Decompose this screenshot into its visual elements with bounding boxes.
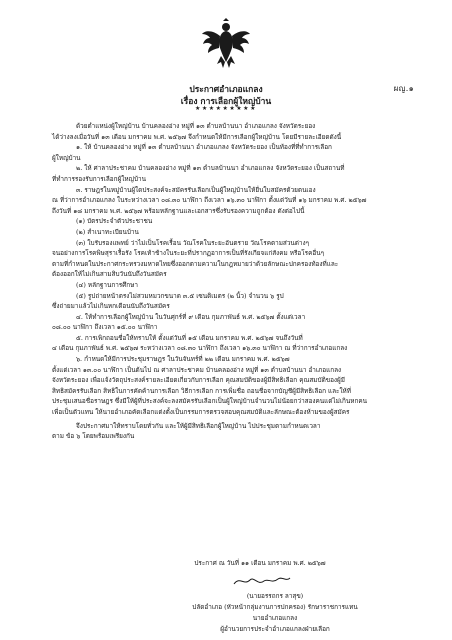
body-line: ด้วยตำแหน่งผู้ใหญ่บ้าน บ้านคลองอ่าง หมู่ที่ ๑๓ ตำบลบ้านนา อำเภอแกลง จังหวัดระยอง: [76, 122, 316, 130]
body-line: ๑. ให้ บ้านคลองอ่าง หมู่ที่ ๑๓ ตำบลบ้านนา อำเภอแกลง จังหวัดระยอง เป็นท้องที่ที่ทำการเลือก: [76, 143, 332, 152]
body-line: (๕) รูปถ่ายหน้าตรงไม่สวมหมวกขนาด ๓.๕ เซนติเมตร (๒ นิ้ว) จำนวน ๖ รูป: [76, 291, 284, 300]
body-line: ๔. ให้ทำการเลือกผู้ใหญ่บ้าน ในวันศุกร์ที่ ๙ เดือน กุมภาพันธ์ พ.ศ. ๒๕๖๗ ตั้งแต่เวลา: [76, 312, 306, 321]
body-line: ตั้งแต่เวลา ๑๓.๐๐ นาฬิกา เป็นต้นไป ณ ศาลาประชาคม บ้านคลองอ่าง หมู่ที่ ๑๓ ตำบลบ้านนา อำเภอแกลง: [52, 365, 342, 374]
form-number: ผญ.๑: [393, 84, 414, 93]
body-line: (๒) สำเนาทะเบียนบ้าน: [76, 227, 139, 236]
body-line: ได้ว่างลงเมื่อวันที่ ๑๓ เดือน มกราคม พ.ศ. ๒๕๖๗ จึงกำหนดให้มีการเลือกผู้ใหญ่บ้าน โดยมีรายละเอียดดังนี้: [52, 132, 342, 141]
signatory-position: นายอำเภอแกลง: [252, 614, 298, 622]
body-line: (๑) บัตรประจำตัวประชาชน: [76, 217, 153, 226]
body-line: จังหวัดระยอง เพื่อแจ้งวัตถุประสงค์รายละเอียดเกี่ยวกับการเลือก คุณสมบัติของผู้มีสิทธิเลือก คุณสมบัติของผู้มี: [52, 376, 346, 385]
body-line: ผู้ใหญ่บ้าน: [52, 153, 81, 162]
body-line: (๔) หลักฐานการศึกษา: [76, 280, 138, 289]
signatory-position: ผู้อำนวยการประจำอำเภอแกลงฝ่ายเลือก: [220, 625, 330, 633]
announcement-title: ประกาศอำเภอแกลง: [189, 85, 263, 95]
body-line: ๐๘.๐๐ นาฬิกา ถึงเวลา ๑๕.๐๐ นาฬิกา: [52, 323, 158, 332]
announcement-date: ประกาศ ณ วันที่ ๑๑ เดือน มกราคม พ.ศ. ๒๕๖๗: [194, 559, 326, 567]
body-line: ตาม ข้อ ๖ โดยพร้อมเพรียงกัน: [52, 432, 135, 441]
body-line: (๓) ใบรับรองแพทย์ ว่าไม่เป็นโรคเรื้อน วัณโรคในระยะอันตราย วัณโรคตามส่วนต่างๆ: [76, 238, 310, 247]
body-line: ๒. ให้ ศาลาประชาคม บ้านคลองอ่าง หมู่ที่ ๑๓ ตำบลบ้านนา อำเภอแกลง จังหวัดระยอง เป็นสถานที่: [76, 164, 345, 173]
body-line: ณ ที่ว่าการอำเภอแกลง ในระหว่างเวลา ๐๘.๓๐ นาฬิกา ถึงเวลา ๑๖.๓๐ นาฬิกา ตั้งแต่วันที่ ๑๖ มกราคม พ.ศ. ๒๕๖๗: [52, 196, 367, 205]
signatory-position: ปลัดอำเภอ (หัวหน้ากลุ่มงานการปกครอง) รักษาราชการแทน: [192, 603, 358, 611]
announcement-body: [52, 121, 404, 442]
body-line: ที่ทำการรองรับการเลือกผู้ใหญ่บ้าน: [52, 174, 147, 183]
signatory-name: (นายอรรถกร ลาสุข): [246, 592, 304, 600]
body-line: จึงประกาศมาให้ทราบโดยทั่วกัน และให้ผู้มีสิทธิเลือกผู้ใหญ่บ้าน ไปประชุมตามกำหนดเวลา: [76, 421, 321, 430]
body-line: เพื่อเป็นตัวแทน ให้นายอำเภอคัดเลือกแต่งตั้งเป็นกรรมการตรวจสอบคุณสมบัติและลักษณะต้องห้ามของผู้สมัคร: [52, 408, 350, 417]
garuda-emblem-icon: [201, 18, 251, 70]
body-line: ๕. การเพิกถอนชื่อให้ทราบให้ ตั้งแต่วันที่ ๑๕ เดือน มกราคม พ.ศ. ๒๕๖๗ จนถึงวันที่: [76, 333, 303, 342]
handwritten-signature: [232, 574, 292, 588]
body-line: ๓. ราษฎรในหมู่บ้านผู้ใดประสงค์จะสมัครรับเลือกเป็นผู้ใหญ่บ้านให้ยื่นใบสมัครด้วยตนเอง: [76, 185, 316, 194]
star-separator: ★★★★★★★★★: [195, 105, 257, 112]
body-line: ๔ เดือน กุมภาพันธ์ พ.ศ. ๒๕๖๗ ระหว่างเวลา ๐๘.๓๐ นาฬิกา ถึงเวลา ๑๖.๓๐ นาฬิกา ณ ที่ว่าการอำเภอแกลง: [52, 344, 348, 353]
body-line: จนอย่างการโรคพิษสุราเรื้อรัง โรคเท้าช้างในระยะที่ปรากฏอาการเป็นที่รังเกียจแก่สังคม หรือโรคอื่นๆ: [52, 249, 324, 258]
body-line: ประชุมเสนอชื่อราษฎร ซึ่งมีให้ผู้ที่ประสงค์จะลงสมัครรับเลือกเป็นผู้ใหญ่บ้านจำนวนไม่น้อยกว่าสองคนแต่ไม่เกินหกคน: [52, 397, 368, 406]
body-line: ถึงวันที่ ๑๘ มกราคม พ.ศ. ๒๕๖๗ พร้อมหลักฐานและเอกสารซึ่งรับรองความถูกต้อง ดังต่อไปนี้: [52, 206, 305, 215]
body-line: ซึ่งถ่ายมาแล้วไม่เกินหกเดือนนับถึงวันสมัคร: [52, 302, 170, 311]
body-line: สิทธิสมัครรับเลือก สิทธิในการคัดค้านการเลือก วิธีการเลือก การเพิ่มชื่อ ถอนชื่อจากบัญชีผู้มีสิทธิเลือก และให้ที่: [52, 386, 351, 395]
announcement-subject: เรื่อง การเลือกผู้ใหญ่บ้าน: [180, 97, 272, 107]
body-line: ๖. กำหนดให้มีการประชุมราษฎร ในวันจันทร์ที่ ๒๒ เดือน มกราคม พ.ศ. ๒๕๖๗: [76, 355, 290, 364]
body-line: ตามที่กำหนดในประกาศกระทรวงมหาดไทยซึ่งออกตามความในกฎหมายว่าด้วยลักษณะปกครองท้องที่และ: [52, 259, 339, 268]
body-line: ต้องออกให้ไม่เกินสามสิบวันนับถึงวันสมัคร: [52, 270, 167, 279]
